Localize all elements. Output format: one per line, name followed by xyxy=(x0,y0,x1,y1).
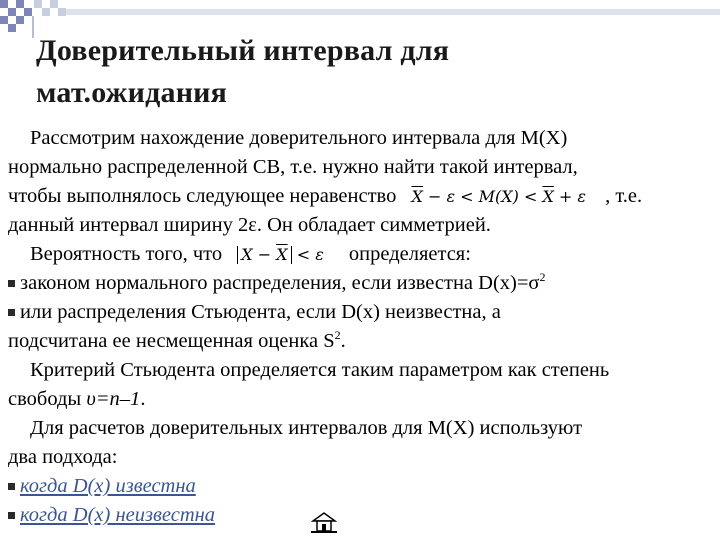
paragraph-2 xyxy=(8,240,714,269)
paragraph-4-line-1: Для расчетов доверительных интервалов для М(Х) используют xyxy=(30,417,583,439)
paragraph-1-line-3 xyxy=(8,182,714,211)
title-line-2: мат.ожидания xyxy=(36,76,228,109)
bullet-icon xyxy=(8,280,15,287)
link-unknown-variance[interactable]: когда D(x) неизвестна xyxy=(20,504,216,526)
paragraph-1-line-2: нормально распределенной СВ, т.е. нужно найти такой интервал, xyxy=(8,156,578,178)
home-icon[interactable] xyxy=(311,511,337,533)
bullet-item-2: или распределения Стьюдента, если D(x) неизвестна, а xyxy=(8,298,714,327)
inequality-formula: $\overline{X} - \varepsilon < M(X) < \overline{X} + \varepsilon$ xyxy=(411,187,586,206)
bullet-item-1: законом нормального распределения, если известна $D(x)=\sigma^2$ xyxy=(8,269,714,298)
abs-inequality-formula: $X - \overline{X} < \varepsilon$ xyxy=(237,245,324,264)
paragraph-2-text: Вероятность того, что xyxy=(30,243,223,265)
bullet-icon xyxy=(8,309,15,316)
link-known-variance[interactable]: когда D(x) известна xyxy=(20,475,196,497)
paragraph-1-line-1: Рассмотрим нахождение доверительного интервала для М(Х) xyxy=(30,127,568,149)
paragraph-3-line-2: свободы υ=n–1. xyxy=(8,388,146,410)
degrees-of-freedom-formula: υ=n–1 xyxy=(86,388,141,410)
paragraph-3-line-1: Критерий Стьюдента определяется таким параметром как степень xyxy=(30,359,610,381)
paragraph-2-end: определяется: xyxy=(348,243,471,265)
paragraph-1-line-4: данный интервал ширину 2ε. Он обладает симметрией. xyxy=(8,214,491,236)
link-item-unknown-variance xyxy=(8,501,714,530)
paragraph-4-line-2: два подхода: xyxy=(8,446,118,468)
title-line-1: Доверительный интервал для xyxy=(36,34,450,67)
link-item-known-variance xyxy=(8,472,714,501)
slide-body xyxy=(8,124,714,530)
bullet-icon xyxy=(8,483,15,490)
slide-title xyxy=(36,30,676,114)
paragraph-1-line-3-text: чтобы выполнялось следующее неравенство xyxy=(8,185,397,207)
paragraph-1-line-3-end: , т.е. xyxy=(605,185,643,207)
bullet-item-2-continuation: подсчитана ее несмещенная оценка $S^2$. xyxy=(8,328,346,352)
bullet-icon xyxy=(8,512,15,519)
